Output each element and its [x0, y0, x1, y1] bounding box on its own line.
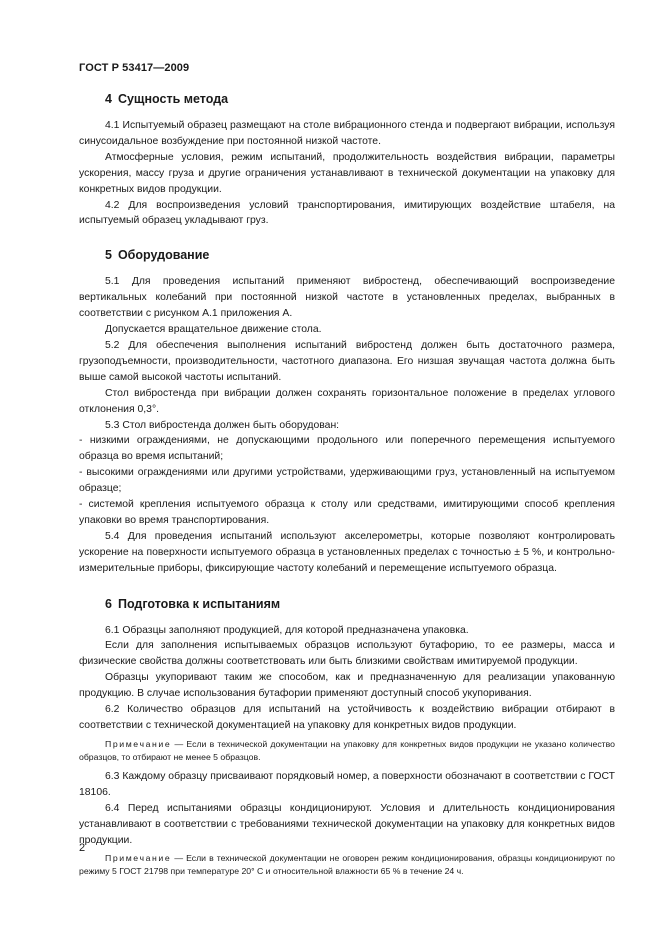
section-title: Оборудование [117, 248, 210, 263]
page-content [79, 90, 615, 883]
paragraph: 5.1 Для проведения испытаний применяют вибростенд, обеспечивающий воспроизведение вертикальных колебаний при постоянной низкой частоте в установленных пределах, выбранных в соответствии с рисунком А.1 приложения А. [79, 276, 615, 320]
page-number: 2 [79, 842, 86, 854]
list-item: - системой крепления испытуемого образца к столу или средствами, имитирующими способ крепления упаковки во время транспортирования. [79, 499, 615, 526]
section-title: Подготовка к испытаниям [117, 596, 281, 611]
section-number: 6 [105, 596, 112, 611]
paragraph: Допускается вращательное движение стола. [105, 324, 322, 336]
section-heading [79, 246, 615, 264]
note-label: Примечание [105, 738, 172, 749]
list-item: - низкими ограждениями, не допускающими продольного или поперечного перемещения испытуемого образца во время испытаний; [79, 435, 615, 463]
paragraph: 6.2 Количество образцов для испытаний на устойчивость к воздействию вибрации отбирают в соответствии с технической документацией на упаковку для конкретных видов продукции. [79, 704, 615, 731]
note [79, 738, 615, 764]
section-heading [79, 90, 615, 108]
paragraph: Если для заполнения испытываемых образцов используют бутафорию, то ее размеры, масса и физические свойства должны соответствовать или быть близкими свойствам имитируемой продукции. [79, 640, 615, 668]
note-label: Примечание [105, 853, 172, 864]
paragraph: 6.1 Образцы заполняют продукцией, для которой предназначена упаковка. [105, 624, 469, 636]
section-title: Сущность метода [117, 92, 229, 106]
standard-header: ГОСТ Р 53417—2009 [79, 62, 190, 74]
note-text: — Если в технической документации не оговорен режим кондиционирования, образцы кондиционируют по режиму 5 ГОСТ 21798 при температуре 20° С и относительной влажности 65 % в течение 24 ч. [79, 853, 615, 877]
section-6 [79, 595, 615, 879]
section-number: 5 [105, 248, 112, 263]
note [79, 852, 615, 878]
section-number: 4 [105, 92, 112, 106]
paragraph: Образцы укупоривают таким же способом, как и предназначенную для реализации упакованную продукцию. В случае использования бутафории применяют доступный способ укупоривания. [79, 672, 615, 700]
paragraph: Стол вибростенда при вибрации должен сохранять горизонтальное положение в пределах углового отклонения 0,3°. [79, 387, 615, 415]
paragraph: 4.2 Для воспроизведения условий транспортирования, имитирующих воздействие штабеля, на испытуемый образец укладывают груз. [79, 199, 615, 227]
paragraph: 5.2 Для обеспечения выполнения испытаний вибростенд должен быть достаточного размера, грузоподъемности, производительности, частотного диапазона. Его низшая звучащая частота должна быть выше самой высокой частоты испытаний. [79, 339, 615, 383]
section-heading [79, 595, 615, 613]
note-text: — Если в технической документации на упаковку для конкретных видов продукции не указано количество образцов, то отбирают не менее 5 образцов. [79, 738, 615, 762]
list-item: - высокими ограждениями или другими устройствами, удерживающими груз, установленный на испытуемом образце; [79, 467, 615, 495]
paragraph: Атмосферные условия, режим испытаний, продолжительность воздействия вибрации, параметры ускорения, массу груза и другие ограничения устанавливают в технической документации на упаковку для конкретных видов продукции. [79, 151, 615, 195]
section-4 [79, 90, 615, 229]
paragraph: 4.1 Испытуемый образец размещают на столе вибрационного стенда и подвергают вибрации, используя синусоидальное возбуждение при постоянной низкой частоте. [79, 120, 615, 147]
paragraph: 6.4 Перед испытаниями образцы кондиционируют. Условия и длительность кондиционирования устанавливают в соответствии с требованиями технической документации на упаковку для конкретных видов продукции. [79, 802, 615, 846]
section-5 [79, 246, 615, 576]
paragraph: 6.3 Каждому образцу присваивают порядковый номер, а поверхности обозначают в соответствии с ГОСТ 18106. [79, 770, 616, 798]
paragraph: 5.4 Для проведения испытаний используют акселерометры, которые позволяют контролировать ускорение на поверхности испытуемого образца в установленных пределах с точностью ± 5 %, и контрольно-измерительные приборы, фиксирующие частоту колебаний и перемещение испытуемого образца. [79, 530, 615, 574]
paragraph: 5.3 Стол вибростенда должен быть оборудован: [105, 419, 340, 431]
